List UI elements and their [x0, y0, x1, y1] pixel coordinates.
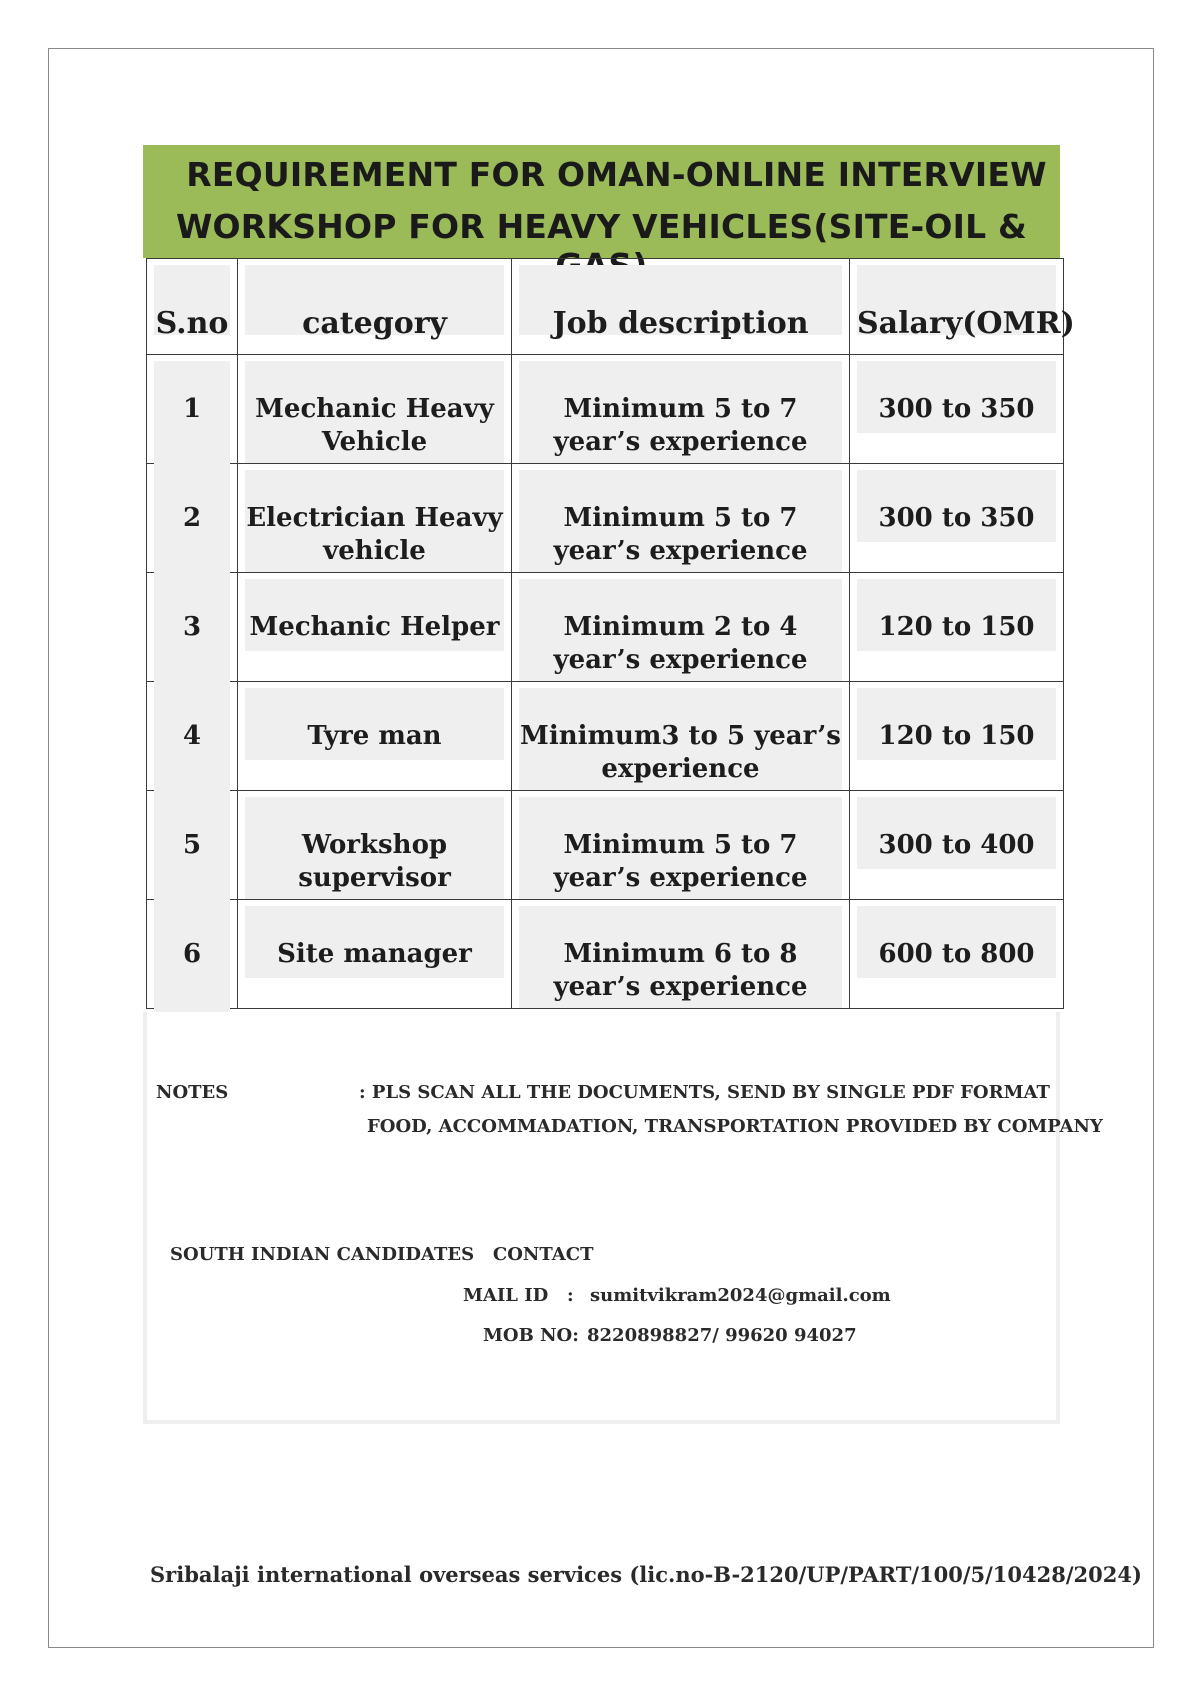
table-header-row	[147, 259, 1064, 355]
cell-salary: 120 to 150	[857, 579, 1056, 651]
cell-category: Tyre man	[245, 688, 504, 760]
cell-description: Minimum 5 to 7 year’s experience	[519, 470, 842, 572]
notes-line-2: FOOD, ACCOMMADATION, TRANSPORTATION PROVIDED BY COMPANY	[367, 1116, 1103, 1137]
notes-panel	[143, 1012, 1103, 1424]
header-category	[238, 259, 512, 355]
cell-description: Minimum3 to 5 year’s experience	[519, 688, 842, 790]
job-table	[146, 258, 1075, 1009]
header-category-label: category	[302, 306, 447, 341]
cell-description: Minimum 2 to 4 year’s experience	[519, 579, 842, 681]
table-row	[147, 900, 1064, 1009]
cell-category: Site manager	[245, 906, 504, 978]
cell-salary: 300 to 350	[857, 470, 1056, 542]
footer-license: Sribalaji international overseas services (lic.no-B-2120/UP/PART/100/5/10428/2024)	[150, 1562, 1142, 1587]
title-line-2: WORKSHOP FOR HEAVY VEHICLES(SITE-OIL &	[175, 207, 1028, 246]
header-description-label: Job description	[552, 306, 809, 341]
header-salary	[850, 259, 1075, 355]
cell-category: Electrician Heavy vehicle	[245, 470, 504, 572]
cell-sno: 5	[154, 797, 230, 909]
mob-value: 8220898827/ 99620 94027	[587, 1325, 857, 1346]
cell-description: Minimum 5 to 7 year’s experience	[519, 797, 842, 899]
cell-salary: 300 to 400	[857, 797, 1056, 869]
mail-separator: :	[567, 1285, 574, 1306]
cell-sno: 6	[154, 906, 230, 1018]
cell-sno: 4	[154, 688, 230, 800]
table-row	[147, 682, 1064, 791]
cell-category: Workshop supervisor	[245, 797, 504, 899]
header-salary-label: Salary(OMR)	[857, 306, 1075, 341]
mob-label: MOB NO:	[483, 1325, 579, 1346]
table-row	[147, 573, 1064, 682]
mail-value[interactable]: sumitvikram2024@gmail.com	[590, 1285, 891, 1306]
table-row	[147, 464, 1064, 573]
table-row	[147, 355, 1064, 464]
mail-label: MAIL ID	[463, 1285, 549, 1306]
cell-salary: 600 to 800	[857, 906, 1056, 978]
cell-description: Minimum 5 to 7 year’s experience	[519, 361, 842, 463]
cell-sno: 1	[154, 361, 230, 473]
cell-category: Mechanic Helper	[245, 579, 504, 651]
title-banner	[143, 145, 1060, 258]
notes-line-1: : PLS SCAN ALL THE DOCUMENTS, SEND BY SINGLE PDF FORMAT	[359, 1082, 1050, 1103]
cell-description: Minimum 6 to 8 year’s experience	[519, 906, 842, 1008]
header-description	[512, 259, 850, 355]
header-sno	[147, 259, 238, 355]
cell-sno: 2	[154, 470, 230, 582]
contact-heading: SOUTH INDIAN CANDIDATES CONTACT	[170, 1244, 594, 1265]
header-sno-label: S.no	[155, 306, 229, 341]
table-row	[147, 791, 1064, 900]
cell-sno: 3	[154, 579, 230, 691]
cell-category: Mechanic Heavy Vehicle	[245, 361, 504, 463]
cell-salary: 120 to 150	[857, 688, 1056, 760]
notes-label: NOTES	[156, 1082, 229, 1103]
title-line-1: REQUIREMENT FOR OMAN-ONLINE INTERVIEW	[186, 155, 1047, 194]
cell-salary: 300 to 350	[857, 361, 1056, 433]
